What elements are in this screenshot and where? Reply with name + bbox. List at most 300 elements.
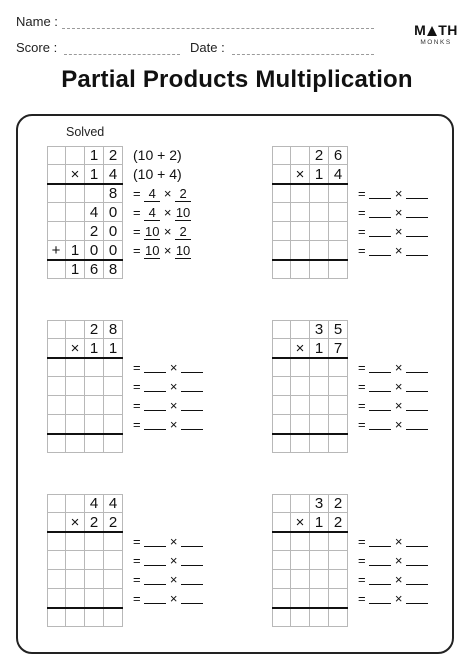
answer-cell[interactable]	[66, 608, 85, 627]
answer-cell[interactable]	[104, 377, 123, 396]
answer-cell[interactable]	[291, 203, 310, 222]
answer-cell[interactable]	[104, 415, 123, 434]
partial-factor-b: 10	[175, 243, 191, 258]
grid-cell: ×	[66, 165, 85, 184]
factor-blank[interactable]	[144, 379, 166, 392]
partial-product-blank-row	[133, 532, 203, 551]
factor-blank[interactable]	[369, 224, 391, 237]
answer-cell[interactable]	[104, 434, 123, 453]
factor-blank[interactable]	[144, 417, 166, 430]
answer-cell[interactable]	[104, 589, 123, 608]
answer-cell[interactable]	[291, 415, 310, 434]
factor-blank[interactable]	[369, 591, 391, 604]
factor-blank[interactable]	[369, 534, 391, 547]
factor-blank[interactable]	[406, 186, 428, 199]
grid-divider	[47, 259, 123, 261]
problem-grid	[272, 146, 348, 279]
answer-cell[interactable]	[291, 184, 310, 203]
equals-sign: =	[358, 205, 366, 220]
problem-grid	[47, 320, 123, 453]
factor-blank[interactable]	[181, 398, 203, 411]
factor-blank[interactable]	[144, 398, 166, 411]
grid-cell	[272, 494, 291, 513]
grid-cell	[66, 222, 85, 241]
factor-blank[interactable]	[369, 243, 391, 256]
answer-cell[interactable]	[66, 415, 85, 434]
grid-cell: 1	[66, 241, 85, 260]
factor-blank[interactable]	[181, 553, 203, 566]
answer-cell[interactable]	[66, 434, 85, 453]
times-sign: ×	[163, 224, 172, 239]
grid-cell	[47, 165, 66, 184]
answer-cell[interactable]	[291, 358, 310, 377]
answer-cell[interactable]	[310, 608, 329, 627]
answer-cell[interactable]	[310, 358, 329, 377]
answer-cell[interactable]	[104, 396, 123, 415]
answer-cell[interactable]	[66, 570, 85, 589]
equals-sign: =	[133, 360, 141, 375]
score-label: Score :	[16, 40, 58, 55]
answer-cell[interactable]	[291, 260, 310, 279]
answer-cell[interactable]	[85, 589, 104, 608]
answer-cell[interactable]	[272, 434, 291, 453]
grid-cell	[47, 146, 66, 165]
problem-grid	[47, 494, 123, 627]
equals-sign: =	[358, 379, 366, 394]
grid-divider	[272, 259, 348, 261]
grid-cell: 6	[85, 260, 104, 279]
triangle-icon	[427, 26, 437, 36]
answer-cell[interactable]	[272, 260, 291, 279]
grid-cell: 0	[104, 203, 123, 222]
factor-blank[interactable]	[406, 572, 428, 585]
grid-cell: 1	[104, 339, 123, 358]
grid-cell: ×	[291, 339, 310, 358]
answer-cell[interactable]	[310, 551, 329, 570]
times-sign: ×	[169, 591, 178, 606]
grid-divider	[47, 357, 123, 359]
grid-divider	[47, 183, 123, 185]
times-sign: ×	[394, 360, 403, 375]
answer-cell[interactable]	[47, 589, 66, 608]
grid-cell: 4	[85, 203, 104, 222]
grid-divider	[272, 357, 348, 359]
factor-blank[interactable]	[181, 379, 203, 392]
grid-cell: 2	[329, 494, 348, 513]
partial-product-blank-row	[358, 377, 428, 396]
factor-blank[interactable]	[406, 398, 428, 411]
equals-sign: =	[133, 186, 141, 201]
factor-blank[interactable]	[406, 553, 428, 566]
answer-cell[interactable]	[291, 608, 310, 627]
answer-cell[interactable]	[85, 377, 104, 396]
times-sign: ×	[394, 534, 403, 549]
partial-factor-a: 4	[144, 187, 160, 202]
grid-cell	[47, 320, 66, 339]
times-sign: ×	[163, 186, 172, 201]
partial-product-blank-row	[358, 203, 428, 222]
grid-cell	[47, 260, 66, 279]
answer-cell[interactable]	[310, 260, 329, 279]
answer-cell[interactable]	[47, 396, 66, 415]
score-line[interactable]	[64, 54, 180, 55]
partial-product-blank-row	[358, 570, 428, 589]
grid-divider	[47, 607, 123, 609]
answer-cell[interactable]	[329, 608, 348, 627]
answer-cell[interactable]	[329, 358, 348, 377]
answer-cell[interactable]	[85, 608, 104, 627]
factor-blank[interactable]	[144, 572, 166, 585]
answer-cell[interactable]	[104, 551, 123, 570]
factor-blank[interactable]	[369, 417, 391, 430]
grid-cell: 4	[329, 165, 348, 184]
partial-product-row	[133, 184, 191, 203]
times-sign: ×	[394, 591, 403, 606]
equals-sign: =	[133, 398, 141, 413]
partial-product-blank-row	[133, 570, 203, 589]
equals-sign: =	[133, 572, 141, 587]
date-line[interactable]	[232, 54, 374, 55]
name-line[interactable]	[62, 28, 374, 29]
partial-product-blank-row	[133, 377, 203, 396]
grid-cell	[47, 339, 66, 358]
answer-cell[interactable]	[310, 434, 329, 453]
logo-text-right: TH	[438, 22, 458, 38]
problem-grid	[272, 494, 348, 627]
factor-blank[interactable]	[406, 379, 428, 392]
grid-cell: 2	[104, 513, 123, 532]
expanded-top: (10 + 2)	[133, 147, 182, 163]
partial-product-row	[133, 222, 191, 241]
grid-cell: ×	[66, 339, 85, 358]
partial-factor-a: 10	[144, 224, 160, 239]
times-sign: ×	[169, 379, 178, 394]
factor-blank[interactable]	[144, 534, 166, 547]
equals-sign: =	[133, 553, 141, 568]
answer-cell[interactable]	[47, 570, 66, 589]
answer-cell[interactable]	[85, 532, 104, 551]
factor-blank[interactable]	[181, 572, 203, 585]
answer-cell[interactable]	[47, 358, 66, 377]
grid-cell	[66, 203, 85, 222]
partial-product-blank-row	[358, 551, 428, 570]
grid-cell	[272, 146, 291, 165]
grid-cell	[66, 494, 85, 513]
grid-cell: 6	[329, 146, 348, 165]
answer-cell[interactable]	[85, 358, 104, 377]
partial-product-blank-row	[133, 358, 203, 377]
date-label: Date :	[190, 40, 225, 55]
grid-cell: 1	[310, 165, 329, 184]
equals-sign: =	[358, 591, 366, 606]
answer-cell[interactable]	[329, 396, 348, 415]
answer-cell[interactable]	[272, 608, 291, 627]
answer-cell[interactable]	[310, 377, 329, 396]
equals-sign: =	[133, 205, 141, 220]
grid-divider	[272, 607, 348, 609]
factor-blank[interactable]	[369, 553, 391, 566]
grid-cell	[47, 494, 66, 513]
grid-cell: ×	[291, 513, 310, 532]
factor-blank[interactable]	[369, 398, 391, 411]
answer-cell[interactable]	[310, 203, 329, 222]
answer-cell[interactable]	[66, 532, 85, 551]
answer-cell[interactable]	[291, 434, 310, 453]
answer-cell[interactable]	[329, 260, 348, 279]
partial-product-blank-row	[358, 396, 428, 415]
grid-cell	[272, 339, 291, 358]
answer-cell[interactable]	[272, 358, 291, 377]
answer-cell[interactable]	[310, 396, 329, 415]
factor-blank[interactable]	[369, 186, 391, 199]
answer-cell[interactable]	[272, 396, 291, 415]
grid-cell: ×	[291, 165, 310, 184]
grid-divider	[272, 531, 348, 533]
answer-cell[interactable]	[85, 570, 104, 589]
grid-cell: 8	[104, 184, 123, 203]
logo-subtext: MONKS	[420, 39, 452, 46]
times-sign: ×	[169, 553, 178, 568]
grid-cell: 8	[104, 320, 123, 339]
answer-cell[interactable]	[310, 570, 329, 589]
equals-sign: =	[358, 224, 366, 239]
grid-cell: 1	[85, 165, 104, 184]
partial-product-blank-row	[358, 358, 428, 377]
grid-divider	[47, 531, 123, 533]
times-sign: ×	[394, 243, 403, 258]
answer-cell[interactable]	[47, 532, 66, 551]
grid-cell	[291, 146, 310, 165]
answer-cell[interactable]	[329, 203, 348, 222]
equals-sign: =	[133, 243, 141, 258]
partial-product-blank-row	[133, 396, 203, 415]
times-sign: ×	[394, 572, 403, 587]
factor-blank[interactable]	[369, 360, 391, 373]
factor-blank[interactable]	[406, 360, 428, 373]
answer-cell[interactable]	[47, 608, 66, 627]
answer-cell[interactable]	[272, 203, 291, 222]
answer-cell[interactable]	[85, 396, 104, 415]
grid-cell: 0	[104, 241, 123, 260]
grid-cell: 3	[310, 320, 329, 339]
equals-sign: =	[133, 224, 141, 239]
factor-blank[interactable]	[406, 534, 428, 547]
factor-blank[interactable]	[181, 360, 203, 373]
answer-cell[interactable]	[329, 241, 348, 260]
grid-cell: 5	[329, 320, 348, 339]
factor-blank[interactable]	[181, 591, 203, 604]
grid-cell	[66, 184, 85, 203]
answer-cell[interactable]	[291, 377, 310, 396]
answer-cell[interactable]	[291, 396, 310, 415]
partial-factor-b: 2	[175, 187, 191, 202]
answer-cell[interactable]	[272, 589, 291, 608]
page-title: Partial Products Multiplication	[61, 66, 413, 93]
grid-cell	[47, 184, 66, 203]
factor-blank[interactable]	[181, 534, 203, 547]
factor-blank[interactable]	[369, 572, 391, 585]
answer-cell[interactable]	[310, 184, 329, 203]
equals-sign: =	[133, 379, 141, 394]
partial-product-blank-row	[358, 589, 428, 608]
times-sign: ×	[169, 572, 178, 587]
answer-cell[interactable]	[329, 570, 348, 589]
equals-sign: =	[133, 417, 141, 432]
answer-cell[interactable]	[272, 222, 291, 241]
answer-cell[interactable]	[104, 608, 123, 627]
answer-cell[interactable]	[272, 570, 291, 589]
answer-cell[interactable]	[291, 532, 310, 551]
answer-cell[interactable]	[329, 532, 348, 551]
factor-blank[interactable]	[369, 205, 391, 218]
grid-cell	[47, 222, 66, 241]
grid-cell	[47, 203, 66, 222]
grid-cell	[291, 320, 310, 339]
equals-sign: =	[358, 553, 366, 568]
answer-cell[interactable]	[310, 589, 329, 608]
grid-cell	[272, 165, 291, 184]
factor-blank[interactable]	[369, 379, 391, 392]
answer-cell[interactable]	[47, 377, 66, 396]
answer-cell[interactable]	[272, 377, 291, 396]
grid-cell	[85, 184, 104, 203]
grid-cell: 0	[104, 222, 123, 241]
answer-cell[interactable]	[291, 551, 310, 570]
answer-cell[interactable]	[272, 241, 291, 260]
answer-cell[interactable]	[310, 241, 329, 260]
grid-divider	[272, 433, 348, 435]
partial-factor-a: 10	[144, 243, 160, 258]
answer-cell[interactable]	[66, 358, 85, 377]
answer-cell[interactable]	[272, 532, 291, 551]
answer-cell[interactable]	[47, 551, 66, 570]
answer-cell[interactable]	[329, 589, 348, 608]
answer-cell[interactable]	[329, 415, 348, 434]
equals-sign: =	[358, 572, 366, 587]
factor-blank[interactable]	[406, 205, 428, 218]
factor-blank[interactable]	[144, 553, 166, 566]
grid-cell: 1	[85, 146, 104, 165]
times-sign: ×	[169, 360, 178, 375]
math-monks-logo	[413, 22, 459, 47]
times-sign: ×	[169, 398, 178, 413]
factor-blank[interactable]	[406, 224, 428, 237]
grid-cell: 1	[310, 339, 329, 358]
partial-product-blank-row	[133, 551, 203, 570]
answer-cell[interactable]	[329, 377, 348, 396]
answer-cell[interactable]	[272, 551, 291, 570]
answer-cell[interactable]	[85, 415, 104, 434]
times-sign: ×	[169, 534, 178, 549]
answer-cell[interactable]	[310, 222, 329, 241]
grid-cell	[47, 513, 66, 532]
partial-product-blank-row	[358, 241, 428, 260]
times-sign: ×	[394, 205, 403, 220]
answer-cell[interactable]	[291, 570, 310, 589]
partial-product-blank-row	[358, 532, 428, 551]
grid-cell: 3	[310, 494, 329, 513]
problem-grid	[272, 320, 348, 453]
factor-blank[interactable]	[144, 591, 166, 604]
partial-product-blank-row	[133, 589, 203, 608]
answer-cell[interactable]	[329, 184, 348, 203]
answer-cell[interactable]	[47, 434, 66, 453]
answer-cell[interactable]	[66, 589, 85, 608]
partial-product-blank-row	[358, 415, 428, 434]
answer-cell[interactable]	[310, 415, 329, 434]
equals-sign: =	[358, 360, 366, 375]
grid-cell	[272, 513, 291, 532]
equals-sign: =	[133, 534, 141, 549]
grid-cell: 1	[66, 260, 85, 279]
factor-blank[interactable]	[406, 417, 428, 430]
answer-cell[interactable]	[66, 551, 85, 570]
equals-sign: =	[133, 591, 141, 606]
answer-cell[interactable]	[104, 358, 123, 377]
grid-cell: 1	[310, 513, 329, 532]
answer-cell[interactable]	[47, 415, 66, 434]
answer-cell[interactable]	[272, 184, 291, 203]
grid-cell: 8	[104, 260, 123, 279]
answer-cell[interactable]	[85, 551, 104, 570]
grid-cell: 4	[85, 494, 104, 513]
answer-cell[interactable]	[104, 532, 123, 551]
logo-text-left: M	[414, 22, 427, 38]
times-sign: ×	[394, 417, 403, 432]
grid-divider	[272, 183, 348, 185]
answer-cell[interactable]	[104, 570, 123, 589]
grid-cell: 1	[85, 339, 104, 358]
answer-cell[interactable]	[329, 551, 348, 570]
grid-cell	[272, 320, 291, 339]
partial-product-row	[133, 203, 191, 222]
grid-divider	[47, 433, 123, 435]
grid-cell	[291, 494, 310, 513]
answer-cell[interactable]	[272, 415, 291, 434]
times-sign: ×	[394, 398, 403, 413]
grid-cell: 2	[85, 320, 104, 339]
partial-product-blank-row	[133, 415, 203, 434]
equals-sign: =	[358, 534, 366, 549]
factor-blank[interactable]	[406, 591, 428, 604]
partial-factor-b: 10	[175, 205, 191, 220]
grid-cell: 7	[329, 339, 348, 358]
times-sign: ×	[394, 553, 403, 568]
factor-blank[interactable]	[181, 417, 203, 430]
factor-blank[interactable]	[406, 243, 428, 256]
solved-label: Solved	[66, 125, 105, 139]
times-sign: ×	[163, 205, 172, 220]
factor-blank[interactable]	[144, 360, 166, 373]
answer-cell[interactable]	[310, 532, 329, 551]
answer-cell[interactable]	[66, 377, 85, 396]
equals-sign: =	[358, 186, 366, 201]
expanded-bottom: (10 + 4)	[133, 166, 182, 182]
answer-cell[interactable]	[291, 222, 310, 241]
equals-sign: =	[358, 243, 366, 258]
grid-cell: 2	[329, 513, 348, 532]
answer-cell[interactable]	[85, 434, 104, 453]
grid-cell: 2	[104, 146, 123, 165]
answer-cell[interactable]	[291, 241, 310, 260]
answer-cell[interactable]	[329, 222, 348, 241]
grid-cell: 2	[85, 513, 104, 532]
answer-cell[interactable]	[329, 434, 348, 453]
answer-cell[interactable]	[66, 396, 85, 415]
times-sign: ×	[169, 417, 178, 432]
answer-cell[interactable]	[291, 589, 310, 608]
partial-product-blank-row	[358, 184, 428, 203]
